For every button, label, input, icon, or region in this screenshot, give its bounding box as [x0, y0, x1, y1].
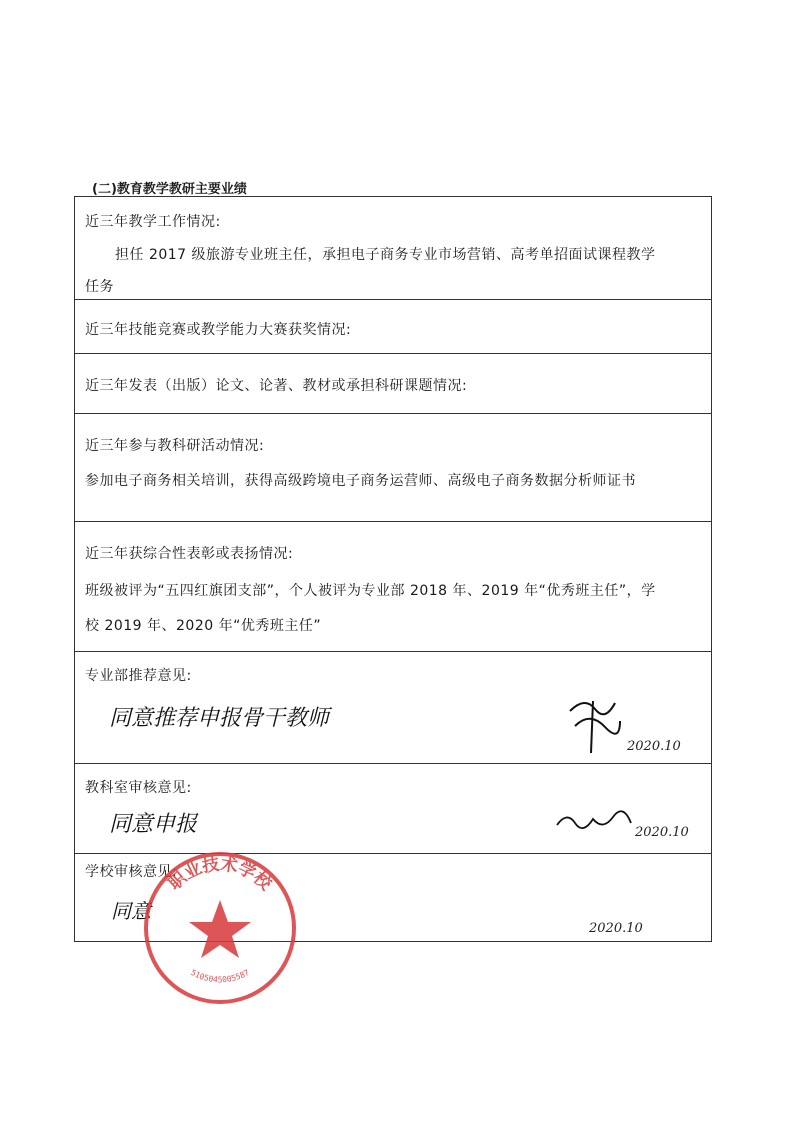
- office-signature: [553, 807, 633, 837]
- seal-star-icon: [189, 900, 251, 958]
- teaching-label: 近三年教学工作情况:: [85, 214, 221, 230]
- row-research: [75, 413, 711, 522]
- school-label: 学校审核意见:: [85, 864, 178, 880]
- school-seal: [140, 848, 300, 1008]
- department-label: 专业部推荐意见:: [85, 668, 192, 684]
- section-title: (二)教育教学教研主要业绩: [92, 182, 247, 197]
- row-teaching: [75, 197, 711, 300]
- row-competition: [75, 299, 711, 354]
- seal-text: 职业技术学校: [164, 854, 276, 895]
- office-opinion: 同意申报: [109, 812, 198, 837]
- row-honors: [75, 521, 711, 652]
- honors-content-line2: 校 2019 年、2020 年“优秀班主任”: [85, 618, 322, 634]
- honors-content-line1: 班级被评为“五四红旗团支部”，个人被评为专业部 2018 年、2019 年“优秀班主任”，学: [85, 583, 656, 599]
- achievements-form: [74, 196, 712, 942]
- seal-number: 5105045005587: [189, 967, 251, 985]
- department-opinion: 同意推荐申报骨干教师: [109, 706, 330, 731]
- row-office: [75, 763, 711, 854]
- honors-label: 近三年获综合性表彰或表扬情况:: [85, 546, 294, 562]
- office-label: 教科室审核意见:: [85, 780, 192, 796]
- publication-label: 近三年发表（出版）论文、论著、教材或承担科研课题情况:: [85, 378, 468, 394]
- school-opinion: 同意: [111, 899, 151, 923]
- research-label: 近三年参与教科研活动情况:: [85, 438, 265, 454]
- teaching-content-line2: 任务: [85, 279, 114, 295]
- research-content: 参加电子商务相关培训，获得高级跨境电子商务运营师、高级电子商务数据分析师证书: [85, 473, 636, 489]
- row-department: [75, 651, 711, 764]
- department-date: 2020.10: [627, 739, 681, 754]
- office-date: 2020.10: [635, 825, 689, 840]
- competition-label: 近三年技能竞赛或教学能力大赛获奖情况:: [85, 322, 352, 338]
- department-signature: [565, 691, 625, 761]
- teaching-content-line1: 担任 2017 级旅游专业班主任，承担电子商务专业市场营销、高考单招面试课程教学: [115, 247, 656, 263]
- row-publication: [75, 353, 711, 414]
- school-date: 2020.10: [589, 921, 643, 936]
